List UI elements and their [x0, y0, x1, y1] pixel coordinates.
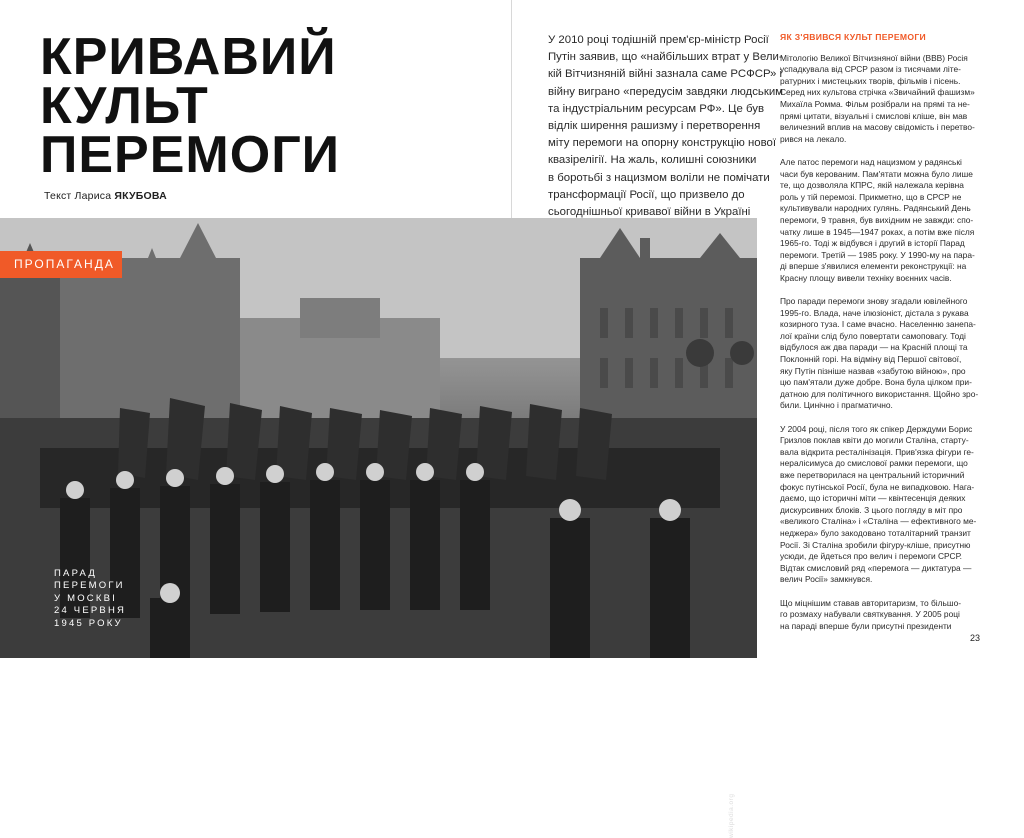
sidebar-column [780, 32, 1000, 644]
column-line: Поклонній горі. На відміну від Першої світової, [780, 354, 962, 365]
column-line: величезний вплив на масову свідомість і перетво- [780, 122, 975, 133]
caption-line: ПАРАД [54, 568, 97, 579]
column-line: вже перетворилася на центральний історичний [780, 469, 965, 480]
column-line: на параді вперше були присутні президенти [780, 620, 952, 631]
caption-line: У МОСКВІ [54, 592, 117, 604]
column-paragraph [780, 598, 1000, 633]
column-line: часи був керованим. Пам'ятати можна було лише [780, 168, 973, 179]
column-line: роль у тій перемозі. Прикметно, що в СРСР не [780, 191, 962, 202]
column-line: ді вперше з'явилися елементи реконструкції: на [780, 261, 967, 272]
column-line: фокус путінської Росії, була не випадковою. Нага- [780, 481, 975, 492]
column-line: Але патос перемоги над нацизмом у радянські [780, 156, 962, 167]
lead-line: трансформації Росії, що призвело до [548, 188, 745, 201]
byline-author: ЯКУБОВА [114, 190, 167, 202]
page-gutter [511, 0, 512, 218]
column-line: те, що дозволяла КПРС, якій належала керівна [780, 180, 964, 191]
column-line: культивували народних гулянь. Радянський День [780, 203, 971, 214]
caption-line: ПЕРЕМОГИ [54, 580, 125, 592]
section-tag: ПРОПАГАНДА [0, 251, 122, 278]
column-line: 1965-го. Тоді ж відбувся і другий в історії Парад [780, 238, 965, 249]
lead-line: в боротьбі з нацизмом воліли не помічати [548, 171, 770, 184]
column-line: датною для політичного використання. Щойно зро- [780, 388, 979, 399]
column-line: козирного туза. І саме вчасно. Населенню занепа- [780, 319, 976, 330]
column-line: вала відкрита реcталінізація. Прив'язка фігури ге- [780, 446, 974, 457]
title-line: КРИВАВИЙ [40, 28, 337, 86]
article-title [40, 28, 341, 184]
byline-prefix: Текст Лариса [44, 190, 112, 202]
caption-line: 1945 РОКУ [54, 617, 123, 629]
column-line: рився на лекало. [780, 133, 847, 144]
column-line: нералісимуса до смислової рамки перемоги, що [780, 458, 968, 469]
column-line: дискурсивних блоків. З цього погляду в міт про [780, 504, 963, 515]
column-line: яку Путін пізніше назвав «забутою війною», про [780, 365, 966, 376]
column-line: даємо, що історичні міти — квінтесенція деяких [780, 493, 966, 504]
column-line: Михаїла Ромма. Фільм розібрали на прямі та не- [780, 98, 970, 109]
column-line: перемоги, 9 травня, був вихідним не завжди: спо- [780, 214, 974, 225]
column-body [780, 53, 1000, 633]
lead-line: війну виграно «передусім завдяки людським [548, 85, 784, 98]
column-line: усюди, де йдеться про велич і перемоги СРСР. [780, 551, 962, 562]
column-line: прямі цитати, візуальні і смислові кліше, він мав [780, 110, 968, 121]
column-paragraph [780, 296, 1000, 412]
column-line: цю пам'ятали дуже добре. Вона була цілком при- [780, 377, 972, 388]
lead-paragraph [548, 32, 784, 221]
column-line: відбулося аж два паради — на Красній площі та [780, 342, 968, 353]
lead-line: сьогоднішньої кривавої війни в Україні [548, 206, 751, 219]
column-line: 1995-го. Влада, наче ілюзіоніст, дістала з рукава [780, 307, 969, 318]
column-line: велич Росії» замкнувся. [780, 574, 873, 585]
photo-caption [54, 568, 126, 630]
column-line: У 2004 році, після того як спікер Держдуми Борис [780, 423, 973, 434]
column-line: успадкувала від СРСР разом із тисячами літе- [780, 64, 961, 75]
column-line: Росії. Зі Сталіна зробили фігуру-кліше, присутню [780, 539, 971, 550]
title-line: ПЕРЕМОГИ [40, 126, 341, 184]
lead-line: та індустріальним ресурсам РФ». Це був [548, 102, 764, 115]
lead-line: відлік ширення рашизму і перетворення [548, 120, 761, 133]
title-line: КУЛЬТ [40, 77, 209, 135]
lead-line: кій Вітчизняній війні зазнала саме РСФСР» і [548, 68, 782, 81]
lead-line: У 2010 році тодішній прем'єр-міністр Росії [548, 34, 769, 46]
column-line: перемоги. Третій — 1985 року. У 1990-му на пара- [780, 249, 975, 260]
column-line: лої країни слід було повертати самоповагу. Тоді [780, 330, 966, 341]
column-line: Відтак смисловий ряд «перемога — диктатура — [780, 562, 972, 573]
column-line: «великого Сталіна» і «Сталіна — ефективного ме- [780, 516, 977, 527]
page-number: 23 [970, 633, 981, 643]
byline [44, 190, 167, 202]
column-line: били. Цинічно і прагматично. [780, 400, 893, 411]
column-line: го розмаху набували святкування. У 2005 році [780, 609, 960, 620]
column-line: Що міцнішим ставав авторитаризм, то більшо- [780, 597, 962, 608]
column-line: неджера» було закодовано тоталітарний транзит [780, 527, 971, 538]
column-line: чатку лише в 1945—1947 роках, а потім вже після [780, 226, 975, 237]
column-paragraph [780, 424, 1000, 586]
lead-line: Путін заявив, що «найбільших втрат у Вели- [548, 51, 783, 64]
column-line: Гризлов поклав квіти до могили Сталіна, старту- [780, 435, 969, 446]
photo-credit: wikipedia.org [728, 793, 735, 838]
lead-line: квазірелігії. На жаль, колишні союзники [548, 154, 757, 167]
column-paragraph [780, 53, 1000, 146]
column-line: ратурних і мистецьких творів, фільмів і пісень. [780, 75, 961, 86]
column-line: Про паради перемоги знову згадали ювілейного [780, 296, 968, 307]
column-line: Красну площу вивели техніку воєнних часів. [780, 272, 952, 283]
column-paragraph [780, 157, 1000, 285]
lead-line: міту перемоги на опорну конструкцію нової [548, 137, 777, 150]
column-line: Мітологію Великої Вітчизняної війни (ВВВ) Росія [780, 52, 968, 63]
column-line: Серед них культова стрічка «Звичайний фашизм» [780, 87, 975, 98]
caption-line: 24 ЧЕРВНЯ [54, 605, 127, 617]
column-heading: ЯК З'ЯВИВСЯ КУЛЬТ ПЕРЕМОГИ [780, 32, 926, 42]
